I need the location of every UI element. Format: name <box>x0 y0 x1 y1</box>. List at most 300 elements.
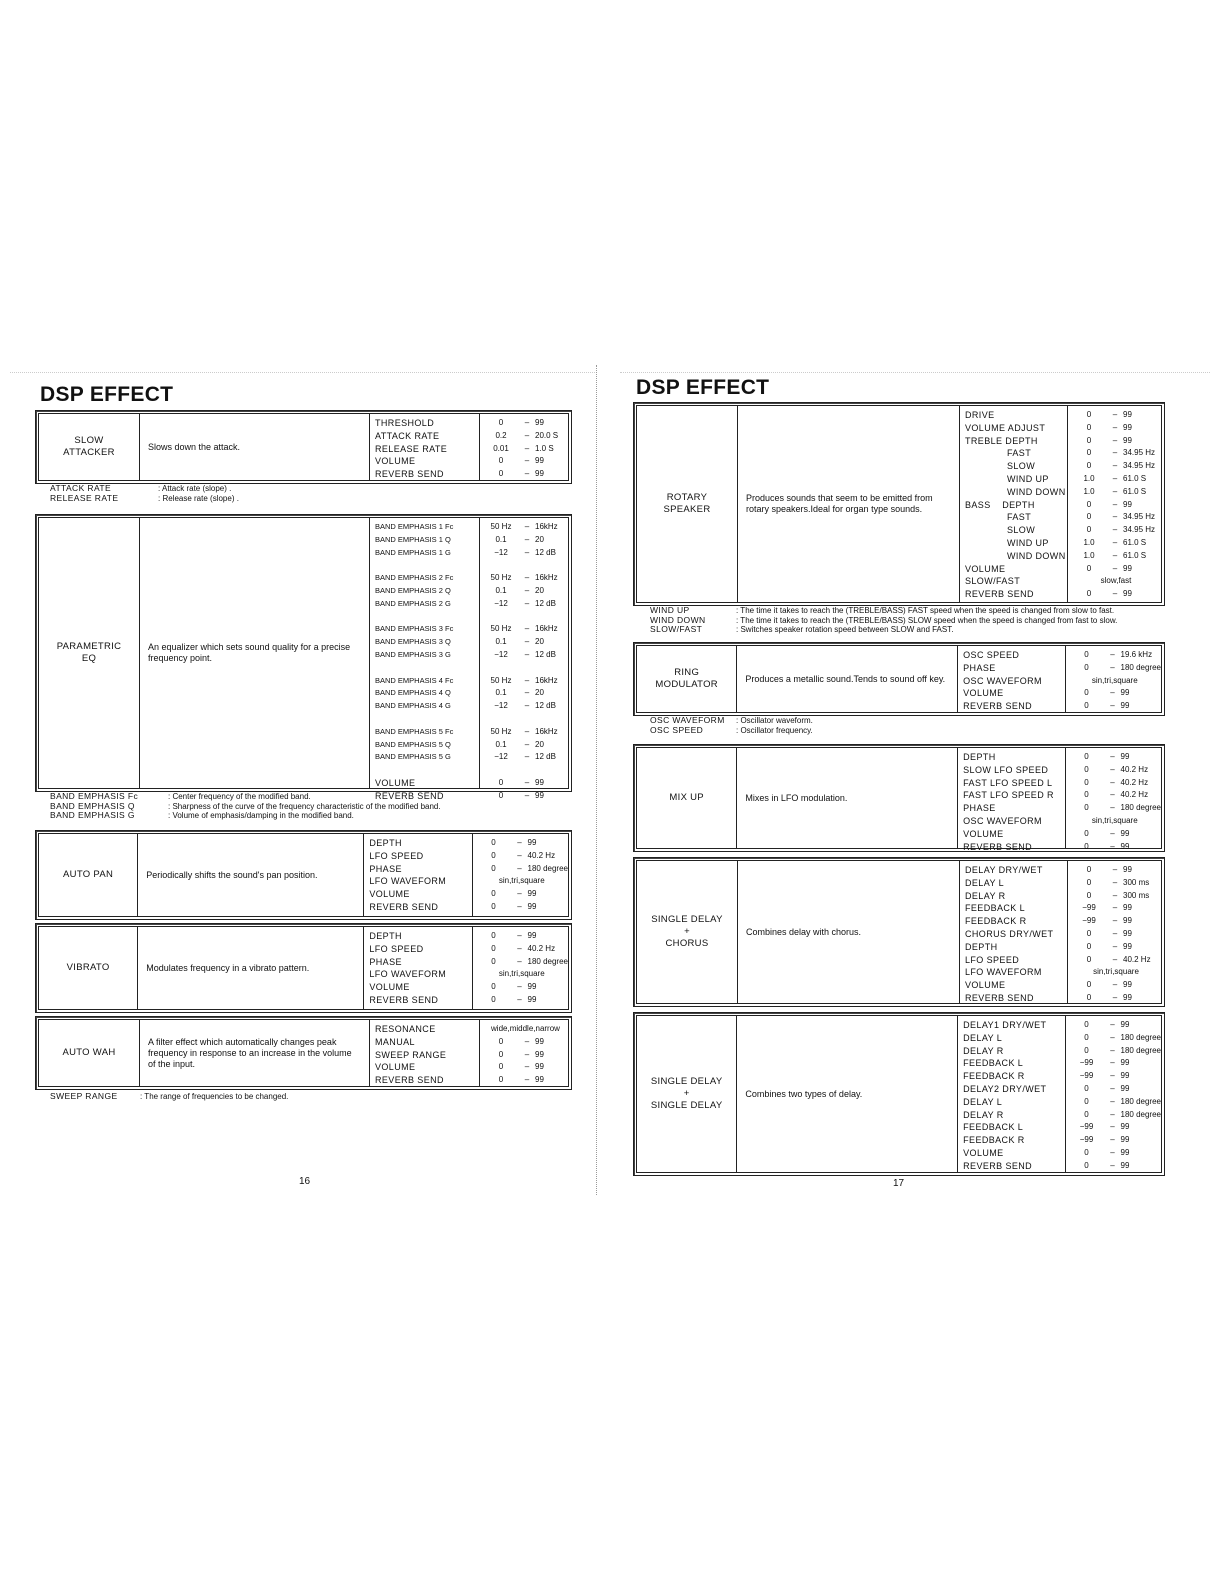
parameter-range: 0 – 34.95 Hz <box>1071 511 1161 524</box>
parameter-name: BAND EMPHASIS 5 Q <box>375 739 451 749</box>
parameter-name: BAND EMPHASIS 5 G <box>375 752 451 762</box>
parameter-range: 0 – 34.95 Hz <box>1071 524 1161 537</box>
parameter-column <box>958 646 1065 712</box>
range-min: 1.0 <box>1083 550 1095 560</box>
parameter-name: REVERB SEND <box>375 790 444 801</box>
parameter-range: 0 – 40.2 Hz <box>1071 954 1161 967</box>
parameter-range: 0 – 180 degree <box>1069 1045 1161 1058</box>
effect-table-vibrato <box>35 923 572 1013</box>
range-max: 61.0 S <box>1123 473 1147 483</box>
range-min: 0 <box>498 777 504 787</box>
effect-table-single-delay-single-delay <box>633 1012 1165 1176</box>
effect-notes <box>50 792 441 821</box>
range-max: 40.2 Hz <box>527 850 556 860</box>
note-row: OSC WAVEFORM : Oscillator waveform. <box>650 715 813 725</box>
parameter-name: PHASE <box>963 662 996 673</box>
parameter-range: sin,tri,square <box>498 969 545 979</box>
parameter-range: 0 – 99 <box>1071 928 1161 941</box>
parameter-range: 0 – 99 <box>1069 1160 1161 1173</box>
parameter-range: 0 – 99 <box>483 1061 568 1074</box>
range-max: 99 <box>527 901 537 911</box>
parameter-name: REVERB SEND <box>369 994 439 1005</box>
range-max: 40.2 Hz <box>1120 777 1149 787</box>
range-min: 0 <box>1086 865 1092 874</box>
parameter-name: VOLUME <box>375 1062 416 1073</box>
parameter-range: 0 – 99 <box>1071 409 1161 422</box>
parameter-range: 0 – 180 degree <box>476 863 568 876</box>
parameter-name: REVERB SEND <box>375 469 444 480</box>
parameter-column <box>364 834 472 916</box>
effect-name: SLOW ATTACKER <box>39 414 140 480</box>
parameter-name: LFO SPEED <box>369 850 424 861</box>
parameter-name: FEEDBACK R <box>963 1135 1025 1146</box>
parameter-name: BAND EMPHASIS 1 Q <box>375 534 451 544</box>
range-max: 99 <box>535 418 544 427</box>
range-min: 0 <box>1086 941 1092 951</box>
range-column <box>1068 406 1161 602</box>
parameter-range: 50 Hz – 16kHz <box>483 675 568 688</box>
range-min: 0 <box>1084 764 1089 774</box>
parameter-range: 0 – 300 ms <box>1071 890 1161 903</box>
parameter-column <box>370 1020 480 1086</box>
parameter-name: VOLUME <box>369 982 410 993</box>
range-min: 0 <box>1084 803 1089 813</box>
range-max: 34.95 Hz <box>1123 512 1156 522</box>
range-min: 0 <box>491 850 496 860</box>
range-max: 16kHz <box>535 624 558 634</box>
parameter-range: 0 – 99 <box>1069 1147 1161 1160</box>
effect-description: An equalizer which sets sound quality for a precise frequency point. <box>140 518 370 788</box>
note-row: RELEASE RATE : Release rate (slope) . <box>50 492 239 503</box>
parameter-range: −12 – 12 dB <box>483 700 568 713</box>
range-min: 0 <box>1086 461 1092 471</box>
page-number-right: 17 <box>893 1178 905 1189</box>
range-max: 99 <box>1120 1020 1130 1029</box>
parameter-name: VOLUME <box>375 456 416 467</box>
effect-name: PARAMETRIC EQ <box>39 518 140 788</box>
parameter-name: VOLUME <box>963 1147 1004 1158</box>
parameter-name: DEPTH <box>369 838 402 848</box>
range-max: 300 ms <box>1123 877 1150 887</box>
parameter-range: 0 – 180 degree <box>1069 1032 1161 1045</box>
parameter-range: 0 – 180 degree <box>1069 662 1161 675</box>
parameter-range: −12 – 12 dB <box>483 547 568 560</box>
range-min: 0 <box>1084 1147 1089 1157</box>
parameter-name: FEEDBACK L <box>963 1122 1024 1133</box>
range-min: 0 <box>498 1075 504 1085</box>
range-min: 0 <box>491 889 496 899</box>
effect-name: VIBRATO <box>39 927 138 1009</box>
parameter-name: DELAY R <box>963 1109 1004 1120</box>
range-min: −12 <box>494 598 508 608</box>
range-max: 99 <box>1120 1071 1130 1081</box>
parameter-range: 0 – 99 <box>1071 563 1161 576</box>
parameter-range: 0 – 99 <box>483 1074 568 1087</box>
range-min: 0 <box>1086 877 1092 887</box>
range-min: 0 <box>491 956 496 966</box>
parameter-name: BAND EMPHASIS 4 G <box>375 701 451 711</box>
range-column <box>480 414 568 480</box>
parameter-name: SWEEP RANGE <box>375 1049 447 1060</box>
effect-description: Mixes in LFO modulation. <box>737 748 958 848</box>
parameter-name: RESONANCE <box>375 1024 436 1034</box>
range-max: 99 <box>527 838 537 847</box>
parameter-name: DELAY2 DRY/WET <box>963 1083 1047 1094</box>
parameter-range: 50 Hz – 16kHz <box>483 572 568 585</box>
parameter-name: LFO WAVEFORM <box>965 967 1042 978</box>
parameter-name: BAND EMPHASIS 2 Q <box>375 585 451 595</box>
parameter-name: LFO WAVEFORM <box>369 876 447 887</box>
parameter-name: BAND EMPHASIS 4 Fc <box>375 675 454 685</box>
range-max: 99 <box>527 982 537 992</box>
range-max: 61.0 S <box>1123 537 1147 547</box>
range-min: −99 <box>1079 1058 1094 1068</box>
parameter-range: 1.0 – 61.0 S <box>1071 486 1161 499</box>
range-column <box>480 1020 568 1086</box>
range-max: 180 degree <box>1120 1045 1161 1055</box>
parameter-name: FAST <box>1007 512 1032 523</box>
range-max: 180 degree <box>527 863 568 873</box>
effect-name: SINGLE DELAY + CHORUS <box>637 861 738 1003</box>
range-column <box>1066 646 1161 712</box>
parameter-name: VOLUME <box>375 777 416 788</box>
parameter-name: WIND DOWN <box>1007 486 1066 497</box>
note-row: OSC SPEED : Oscillator frequency. <box>650 724 813 735</box>
range-max: 99 <box>1123 916 1132 926</box>
parameter-range: 0 – 19.6 kHz <box>1069 649 1161 662</box>
range-max: 99 <box>1123 563 1132 573</box>
parameter-range: sin,tri,square <box>1093 967 1139 977</box>
effect-table-auto-pan <box>35 830 572 920</box>
range-min: 0 <box>1084 777 1089 787</box>
parameter-range: −99 – 99 <box>1071 902 1161 915</box>
range-column <box>480 518 568 800</box>
parameter-name: REVERB SEND <box>965 992 1034 1003</box>
effect-table-rotary-speaker <box>633 402 1165 606</box>
range-min: 0 <box>1086 928 1092 938</box>
range-min: 50 Hz <box>490 624 512 634</box>
parameter-name: REVERB SEND <box>965 589 1034 600</box>
parameter-name: FAST LFO SPEED R <box>963 790 1054 801</box>
parameter-column <box>958 1016 1065 1172</box>
effect-description: Slows down the attack. <box>140 414 370 480</box>
parameter-range: 0 – 99 <box>1069 1019 1161 1032</box>
range-max: 20 <box>535 739 544 749</box>
range-min: −12 <box>494 649 508 659</box>
parameter-name: REVERB SEND <box>369 901 439 912</box>
parameter-range: 0 – 300 ms <box>1071 877 1161 890</box>
parameter-range: 0 – 99 <box>1069 700 1161 713</box>
right-page-title: DSP EFFECT <box>636 376 770 399</box>
range-min: −99 <box>1079 1122 1094 1132</box>
parameter-name: DEPTH <box>369 931 402 941</box>
range-min: −99 <box>1079 1071 1094 1081</box>
parameter-range: 0 – 99 <box>483 455 568 468</box>
range-max: 99 <box>1123 941 1132 951</box>
range-max: 99 <box>1120 688 1130 698</box>
parameter-name: DEPTH <box>965 941 998 952</box>
parameter-range: 0 – 99 <box>483 777 568 790</box>
range-min: 50 Hz <box>490 522 512 531</box>
range-min: 0 <box>1086 992 1092 1002</box>
effect-description: Periodically shifts the sound's pan position. <box>138 834 364 916</box>
effect-notes <box>650 716 813 735</box>
range-max: 99 <box>1120 841 1130 851</box>
parameter-range: 0 – 99 <box>483 1049 568 1062</box>
range-min: 0 <box>1086 410 1092 419</box>
effect-name: SINGLE DELAY + SINGLE DELAY <box>637 1016 737 1172</box>
range-min: 1.0 <box>1083 537 1095 547</box>
parameter-range: 0.01 – 1.0 S <box>483 443 568 456</box>
note-row: SLOW/FAST : Switches speaker rotation speed between SLOW and FAST. <box>650 624 954 634</box>
range-max: 180 degree <box>1120 1032 1161 1042</box>
parameter-range: 0 – 40.2 Hz <box>1069 777 1161 790</box>
note-row: BAND EMPHASIS G : Volume of emphasis/damping in the modified band. <box>50 810 354 820</box>
parameter-name: BAND EMPHASIS 1 Fc <box>375 522 454 531</box>
parameter-name: PHASE <box>963 803 996 814</box>
parameter-name: BAND EMPHASIS 2 G <box>375 598 451 608</box>
parameter-range: 0 – 99 <box>483 1036 568 1049</box>
parameter-range: 0 – 99 <box>476 837 568 850</box>
range-min: 0 <box>1084 701 1089 711</box>
range-max: 99 <box>1123 992 1132 1002</box>
range-min: 0 <box>1084 1160 1089 1170</box>
range-max: 16kHz <box>535 573 558 583</box>
range-max: 40.2 Hz <box>1123 954 1151 964</box>
range-max: 12 dB <box>535 649 556 659</box>
range-max: 16kHz <box>535 726 558 736</box>
range-min: 0 <box>1084 790 1089 800</box>
range-max: 99 <box>535 1062 544 1072</box>
range-min: −12 <box>494 701 508 711</box>
range-max: 99 <box>535 469 544 479</box>
parameter-name: VOLUME <box>369 889 410 900</box>
parameter-name: BAND EMPHASIS 1 G <box>375 547 451 557</box>
range-max: 20 <box>535 585 544 595</box>
range-min: 0 <box>498 469 504 479</box>
range-min: 0.01 <box>493 443 509 453</box>
range-max: 99 <box>1120 1160 1130 1170</box>
parameter-name: THRESHOLD <box>375 418 435 428</box>
range-max: 16kHz <box>535 675 558 685</box>
effect-name: AUTO WAH <box>39 1020 140 1086</box>
range-min: 0.1 <box>495 637 507 647</box>
parameter-range: 0.2 – 20.0 S <box>483 430 568 443</box>
effect-name: AUTO PAN <box>39 834 138 916</box>
effect-description: Produces sounds that seem to be emitted from rotary speakers.Ideal for organ type sounds. <box>738 406 960 602</box>
parameter-range: 1.0 – 61.0 S <box>1071 550 1161 563</box>
range-max: 20.0 S <box>535 430 559 440</box>
parameter-name: DEPTH <box>963 752 996 762</box>
parameter-range: −99 – 99 <box>1069 1121 1161 1134</box>
parameter-range: 0 – 99 <box>1069 687 1161 700</box>
parameter-range: 50 Hz – 16kHz <box>483 726 568 739</box>
parameter-name: ATTACK RATE <box>375 430 440 441</box>
parameter-range: 0 – 99 <box>476 994 568 1007</box>
range-min: −99 <box>1079 1135 1094 1145</box>
range-min: 50 Hz <box>490 573 512 583</box>
range-max: 99 <box>535 790 544 800</box>
parameter-name: BAND EMPHASIS 4 Q <box>375 688 451 698</box>
parameter-name: SLOW <box>1007 461 1036 472</box>
range-max: 40.2 Hz <box>527 943 556 953</box>
range-min: 1.0 <box>1083 473 1095 483</box>
range-min: 0 <box>491 838 496 847</box>
parameter-range: −99 – 99 <box>1069 1057 1161 1070</box>
note-row: ATTACK RATE : Attack rate (slope) . <box>50 483 232 493</box>
range-min: 0.1 <box>495 739 507 749</box>
parameter-name: DELAY L <box>963 1096 1003 1107</box>
range-max: 12 dB <box>535 701 556 711</box>
right-top-rule <box>620 372 1210 373</box>
parameter-range: 0 – 180 degree <box>1069 1096 1161 1109</box>
parameter-range: 0 – 99 <box>476 888 568 901</box>
range-column <box>1066 748 1161 851</box>
parameter-range: 0 – 99 <box>476 981 568 994</box>
range-max: 40.2 Hz <box>1120 764 1149 774</box>
range-min: 0 <box>491 982 496 992</box>
parameter-column <box>960 861 1068 1003</box>
parameter-range: 1.0 – 61.0 S <box>1071 473 1161 486</box>
range-min: 0 <box>1086 448 1092 458</box>
parameter-range: 1.0 – 61.0 S <box>1071 537 1161 550</box>
range-min: 0 <box>1084 1032 1089 1042</box>
left-page-title: DSP EFFECT <box>40 383 174 406</box>
range-column <box>473 927 568 1009</box>
effect-description: A filter effect which automatically changes peak frequency in response to an increase in the volume of the input. <box>140 1020 370 1086</box>
parameter-name: WIND DOWN <box>1007 550 1066 561</box>
range-column <box>1066 1016 1161 1172</box>
range-max: 20 <box>535 688 544 698</box>
range-max: 20 <box>535 637 544 647</box>
parameter-name: BASS DEPTH <box>965 499 1035 510</box>
range-min: 0 <box>1086 435 1092 445</box>
range-max: 99 <box>1123 589 1132 599</box>
effect-description: Produces a metallic sound.Tends to sound off key. <box>737 646 958 712</box>
parameter-name: FEEDBACK L <box>965 903 1026 914</box>
effect-description: Combines delay with chorus. <box>738 861 960 1003</box>
range-min: 0 <box>1086 589 1092 599</box>
parameter-name: VOLUME <box>963 828 1004 839</box>
parameter-range: 0 – 99 <box>1069 828 1161 841</box>
parameter-name: BAND EMPHASIS 5 Fc <box>375 726 454 736</box>
parameter-range: 0 – 40.2 Hz <box>1069 764 1161 777</box>
parameter-range: 0 – 99 <box>476 901 568 914</box>
effect-notes <box>50 1092 288 1102</box>
parameter-name: SLOW LFO SPEED <box>963 764 1049 775</box>
range-min: 0 <box>1084 841 1089 851</box>
range-max: 99 <box>1120 1122 1130 1132</box>
parameter-range: 0 – 99 <box>1071 941 1161 954</box>
range-max: 99 <box>1120 1135 1130 1145</box>
parameter-name: DELAY1 DRY/WET <box>963 1020 1047 1030</box>
range-min: 0 <box>1086 980 1092 990</box>
parameter-name: WIND UP <box>1007 537 1049 548</box>
parameter-range: 0 – 99 <box>1069 751 1161 764</box>
parameter-range: wide,middle,narrow <box>491 1024 560 1033</box>
parameter-name: TREBLE DEPTH <box>965 435 1038 446</box>
effect-table-single-delay-chorus <box>633 857 1165 1007</box>
range-max: 12 dB <box>535 547 556 557</box>
parameter-name: DELAY R <box>965 890 1006 901</box>
range-min: 0 <box>498 418 504 427</box>
range-min: 0 <box>1086 563 1092 573</box>
range-min: 0 <box>491 994 496 1004</box>
range-max: 16kHz <box>535 522 558 531</box>
parameter-name: SLOW/FAST <box>965 576 1021 587</box>
parameter-range: sin,tri,square <box>1091 815 1138 825</box>
parameter-range: 0 – 99 <box>1071 864 1161 877</box>
note-row: BAND EMPHASIS Fc : Center frequency of the modified band. <box>50 791 311 801</box>
effect-table-auto-wah <box>35 1016 572 1090</box>
range-min: 0 <box>1086 525 1092 535</box>
effect-name: RING MODULATOR <box>637 646 737 712</box>
parameter-range: 0 – 99 <box>1071 435 1161 448</box>
range-min: 0 <box>1084 828 1089 838</box>
parameter-name: LFO SPEED <box>965 954 1020 965</box>
parameter-range: 50 Hz – 16kHz <box>483 521 568 534</box>
parameter-name: FEEDBACK L <box>963 1058 1024 1069</box>
parameter-name: DELAY DRY/WET <box>965 865 1043 875</box>
range-max: 12 dB <box>535 598 556 608</box>
range-min: 0 <box>1084 662 1089 672</box>
range-max: 99 <box>535 1049 544 1059</box>
page-number-left: 16 <box>299 1176 311 1187</box>
range-max: 300 ms <box>1123 890 1150 900</box>
range-max: 99 <box>1123 903 1132 913</box>
range-min: 0.1 <box>495 688 507 698</box>
range-min: 0.1 <box>495 585 507 595</box>
range-min: 1.0 <box>1083 486 1095 496</box>
parameter-range: 0 – 99 <box>476 930 568 943</box>
effect-table-slow-attacker <box>35 410 572 484</box>
range-max: 99 <box>1120 701 1130 711</box>
parameter-range: 0 – 40.2 Hz <box>476 850 568 863</box>
range-min: −12 <box>494 547 508 557</box>
range-max: 34.95 Hz <box>1123 525 1156 535</box>
range-min: 0 <box>1086 499 1092 509</box>
parameter-name: LFO WAVEFORM <box>369 969 447 980</box>
range-max: 99 <box>1123 980 1132 990</box>
range-min: 0 <box>1084 752 1089 761</box>
range-max: 99 <box>1120 752 1130 761</box>
range-min: −99 <box>1082 903 1096 913</box>
range-max: 34.95 Hz <box>1123 448 1156 458</box>
parameter-name: FEEDBACK R <box>965 916 1027 927</box>
parameter-name: PHASE <box>369 863 402 874</box>
range-max: 20 <box>535 534 544 544</box>
parameter-name: FEEDBACK R <box>963 1071 1025 1082</box>
range-max: 61.0 S <box>1123 550 1147 560</box>
range-min: 0 <box>491 931 496 940</box>
parameter-name: OSC WAVEFORM <box>963 815 1042 826</box>
parameter-name: REVERB SEND <box>963 1160 1033 1171</box>
range-min: 0 <box>1084 1045 1089 1055</box>
range-max: 99 <box>1123 499 1132 509</box>
parameter-range: −99 – 99 <box>1071 915 1161 928</box>
range-min: −12 <box>494 752 508 762</box>
range-min: 50 Hz <box>490 675 512 685</box>
parameter-range: sin,tri,square <box>1091 675 1138 685</box>
parameter-range: 0 – 34.95 Hz <box>1071 447 1161 460</box>
parameter-range: sin,tri,square <box>498 876 545 886</box>
parameter-name: WIND UP <box>1007 473 1049 484</box>
parameter-range: 0.1 – 20 <box>483 636 568 649</box>
range-min: 50 Hz <box>490 726 512 736</box>
parameter-name: LFO SPEED <box>369 943 424 954</box>
parameter-column <box>370 414 480 480</box>
note-row: WIND DOWN : The time it takes to reach the (TREBLE/BASS) SLOW speed when the speed is changed from fast to slow. <box>650 614 1118 625</box>
